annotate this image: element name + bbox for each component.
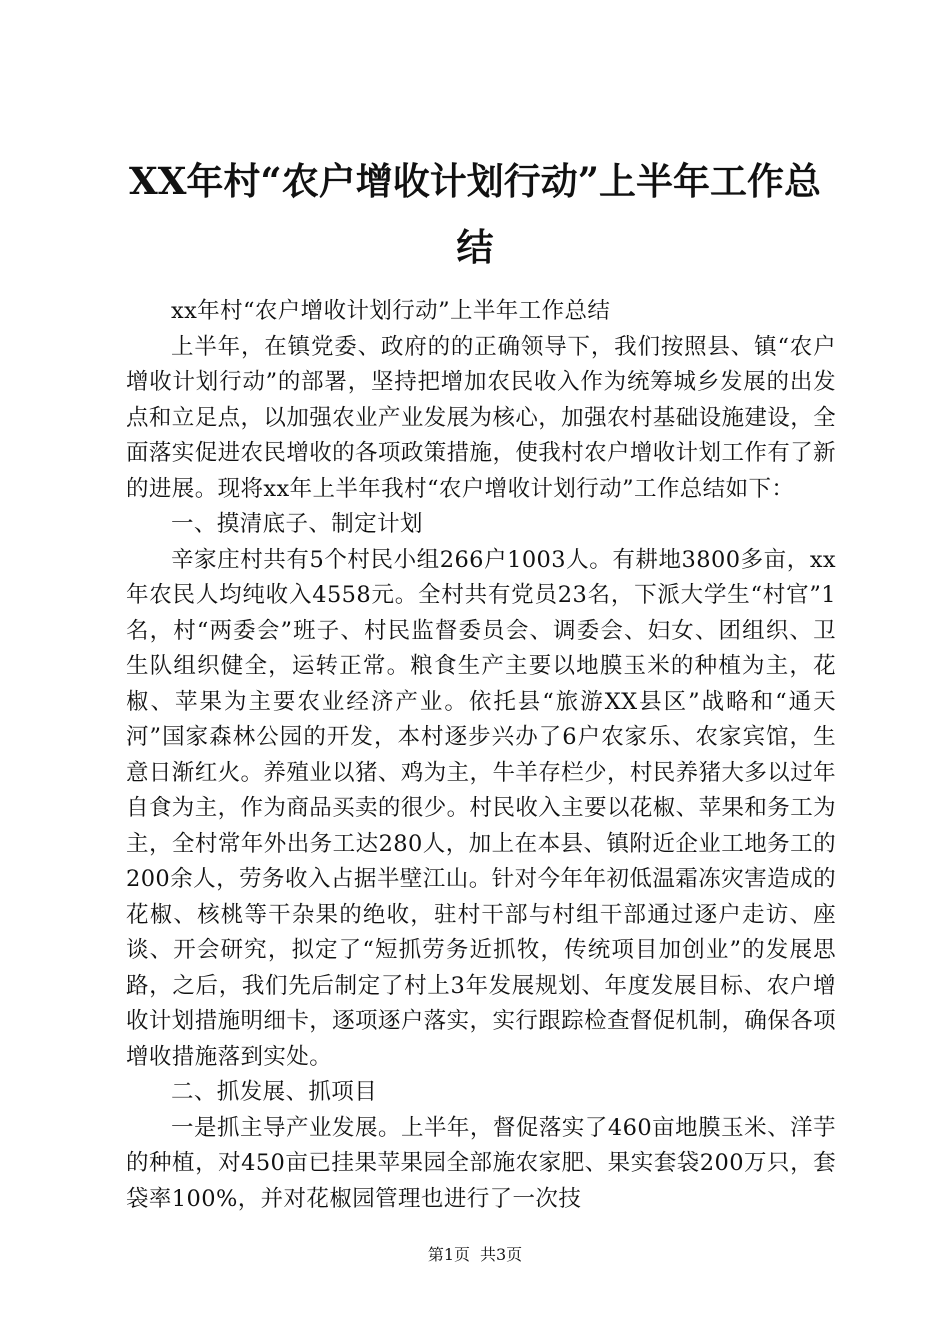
page-total: 共3页 — [480, 1245, 523, 1264]
section-1-paragraph: 辛家庄村共有5个村民小组266户1003人。有耕地3800多亩，xx年农民人均纯收入4558元。全村共有党员23名，下派大学生“村官”1名，村“两委会”班子、村民监督委员会、调委会、妇女、团组织、卫生队组织健全，运转正常。粮食生产主要以地膜玉米的种植为主，花椒、苹果为主要农业经济产业。依托县“旅游XX县区”战略和“通天河”国家森林公园的开发，本村逐步兴办了6户农家乐、农家宾馆，生意日渐红火。养殖业以猪、鸡为主，牛羊存栏少，村民养猪大多以过年自食为主，作为商品买卖的很少。村民收入主要以花椒、苹果和务工为主，全村常年外出务工达280人，加上在本县、镇附近企业工地务工的200余人，劳务收入占据半壁江山。针对今年年初低温霜冻灾害造成的花椒、核桃等干杂果的绝收，驻村干部与村组干部通过逐户走访、座谈、开会研究，拟定了“短抓劳务近抓牧，传统项目加创业”的发展思路，之后，我们先后制定了村上3年发展规划、年度发展目标、农户增收计划措施明细卡，逐项逐户落实，实行跟踪检查督促机制，确保各项增收措施落到实处。 — [126, 546, 836, 1070]
intro-paragraph: 上半年，在镇党委、政府的的正确领导下，我们按照县、镇“农户增收计划行动”的部署，坚持把增加农民收入作为统筹城乡发展的出发点和立足点，以加强农业产业发展为核心，加强农村基础设施建设，全面落实促进农民增收的各项政策措施，使我村农户增收计划工作有了新的进展。现将xx年上半年我村“农户增收计划行动”工作总结如下： — [126, 333, 836, 502]
section-heading-1: 一、摸清底子、制定计划 — [171, 511, 423, 537]
subtitle-paragraph: xx年村“农户增收计划行动”上半年工作总结 — [171, 298, 611, 324]
document-title-line-2: 结 — [456, 225, 494, 269]
document-title-line-1: XX年村“农户增收计划行动”上半年工作总 — [129, 159, 821, 203]
page-number: 第1页 — [427, 1245, 470, 1264]
page-footer — [0, 1244, 950, 1266]
section-2-paragraph: 一是抓主导产业发展。上半年，督促落实了460亩地膜玉米、洋芋的种植，对450亩已挂果苹果园全部施农家肥、果实套袋200万只，套袋率100%，并对花椒园管理也进行了一次技 — [126, 1114, 836, 1212]
document-body — [126, 294, 836, 1217]
section-heading-2: 二、抓发展、抓项目 — [171, 1079, 378, 1105]
